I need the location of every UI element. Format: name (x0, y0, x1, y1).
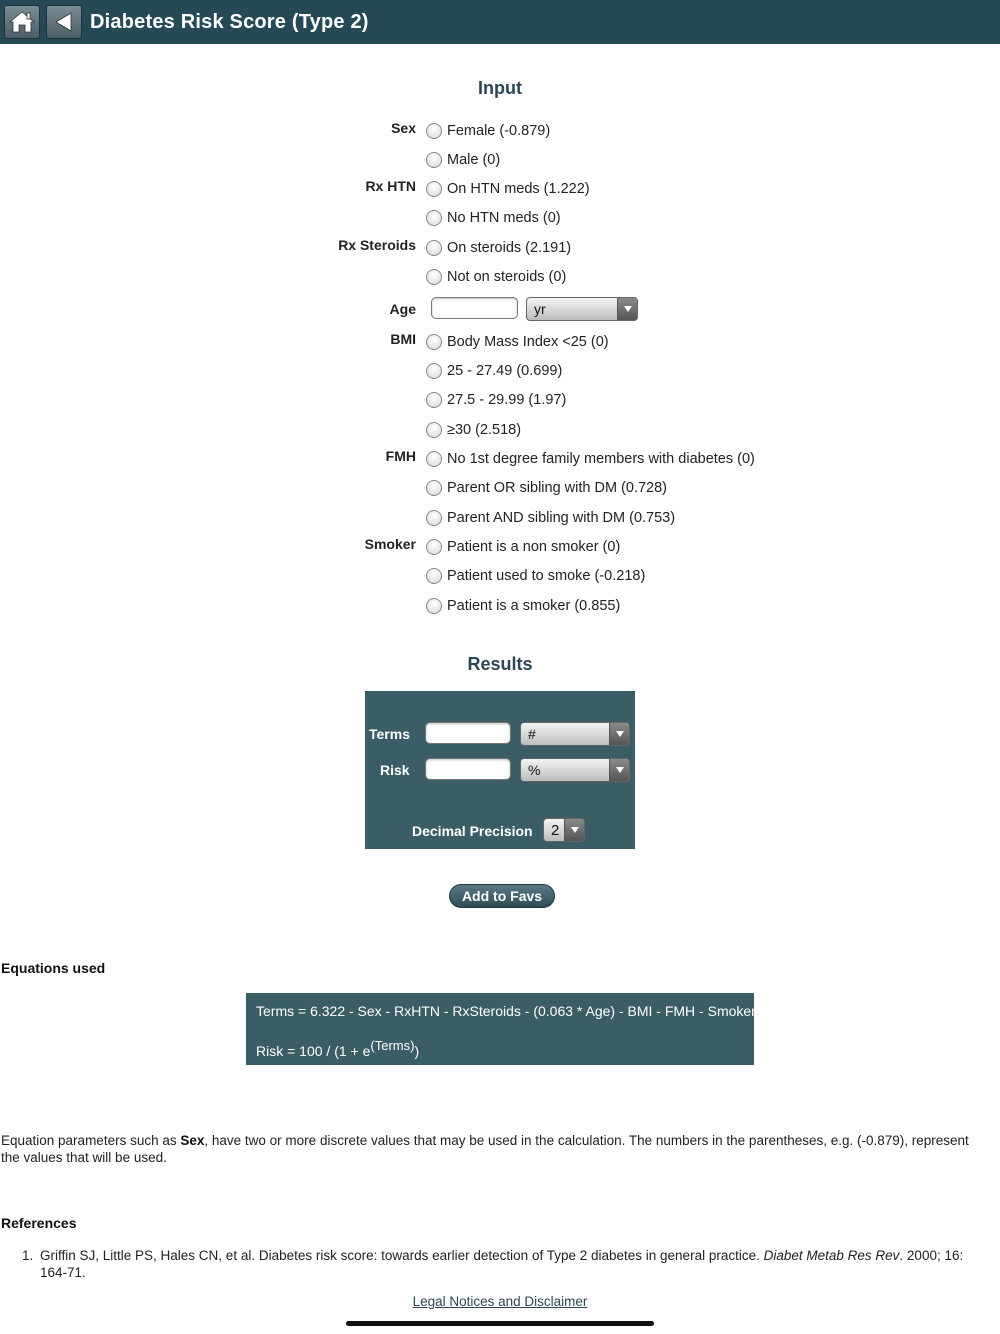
radio-icon[interactable] (426, 539, 442, 555)
home-button[interactable] (4, 5, 40, 39)
risk-output[interactable] (425, 758, 511, 780)
home-indicator-bar (346, 1321, 654, 1326)
radio-icon[interactable] (426, 123, 442, 139)
fmh-option-parent-or-sibling[interactable]: Parent OR sibling with DM (0.728) (426, 478, 667, 498)
dropdown-arrow-icon (609, 723, 629, 745)
equations-heading: Equations used (1, 960, 106, 976)
fmh-option-parent-and-sibling[interactable]: Parent AND sibling with DM (0.753) (426, 508, 675, 528)
terms-label: Terms (369, 726, 410, 742)
radio-icon[interactable] (426, 510, 442, 526)
radio-icon[interactable] (426, 480, 442, 496)
risk-unit-select[interactable]: % (520, 758, 630, 782)
age-label: Age (389, 301, 416, 317)
rx-steroids-option-not[interactable]: Not on steroids (0) (426, 267, 566, 287)
sex-option-female[interactable]: Female (-0.879) (426, 121, 550, 141)
app-header (0, 0, 1000, 44)
references-heading: References (1, 1215, 77, 1231)
dropdown-arrow-icon (617, 298, 637, 320)
radio-icon[interactable] (426, 568, 442, 584)
risk-equation: Risk = $100 / (1 + e^{(Terms)})$ (256, 1038, 420, 1059)
results-panel (365, 691, 635, 849)
bmi-option-30-plus[interactable]: ≥30 (2.518) (426, 420, 521, 440)
legal-notices-link[interactable]: Legal Notices and Disclaimer (412, 1294, 588, 1309)
smoker-label: Smoker (364, 536, 416, 552)
add-to-favs-button[interactable]: Add to Favs (449, 884, 555, 908)
rx-steroids-label: Rx Steroids (338, 237, 416, 253)
sex-option-male[interactable]: Male (0) (426, 150, 500, 170)
equation-note: Equation parameters such as Sex, have two or more discrete values that may be used in the calculation. The numbers in the parentheses, e.g. (-0.879), represent the values that will be used. (1, 1133, 969, 1165)
rx-htn-option-on[interactable]: On HTN meds (1.222) (426, 179, 590, 199)
page-title: Diabetes Risk Score (Type 2) (90, 10, 369, 33)
bmi-label: BMI (390, 331, 416, 347)
terms-equation: Terms = 6.322 - Sex - RxHTN - RxSteroids - (0.063 * Age) - BMI - FMH - Smoker (256, 1003, 756, 1019)
radio-icon[interactable] (426, 334, 442, 350)
results-section-title: Results (467, 654, 533, 674)
radio-icon[interactable] (426, 598, 442, 614)
decimal-precision-label: Decimal Precision (412, 823, 533, 839)
terms-unit-select[interactable]: # (520, 722, 630, 746)
radio-icon[interactable] (426, 152, 442, 168)
radio-icon[interactable] (426, 422, 442, 438)
risk-label: Risk (380, 762, 410, 778)
age-unit-select[interactable]: yr (526, 297, 638, 321)
dropdown-arrow-icon (564, 819, 584, 841)
age-input[interactable] (431, 297, 518, 319)
rx-htn-option-no[interactable]: No HTN meds (0) (426, 208, 561, 228)
smoker-option-non[interactable]: Patient is a non smoker (0) (426, 537, 620, 557)
bmi-option-under-25[interactable]: Body Mass Index <25 (0) (426, 332, 609, 352)
radio-icon[interactable] (426, 181, 442, 197)
radio-icon[interactable] (426, 269, 442, 285)
back-button[interactable] (46, 5, 82, 39)
rx-htn-label: Rx HTN (365, 178, 416, 194)
radio-icon[interactable] (426, 363, 442, 379)
radio-icon[interactable] (426, 210, 442, 226)
smoker-option-former[interactable]: Patient used to smoke (-0.218) (426, 566, 645, 586)
radio-icon[interactable] (426, 392, 442, 408)
fmh-option-none[interactable]: No 1st degree family members with diabetes (0) (426, 449, 755, 469)
back-arrow-icon (53, 11, 75, 33)
radio-icon[interactable] (426, 240, 442, 256)
smoker-option-current[interactable]: Patient is a smoker (0.855) (426, 596, 620, 616)
input-section-title: Input (478, 78, 522, 98)
home-icon (9, 10, 35, 34)
dropdown-arrow-icon (609, 759, 629, 781)
bmi-option-27-29[interactable]: 27.5 - 29.99 (1.97) (426, 390, 566, 410)
fmh-label: FMH (385, 448, 416, 464)
terms-output[interactable] (425, 722, 511, 744)
reference-item: 1. Griffin SJ, Little PS, Hales CN, et al. Diabetes risk score: towards earlier detection of Type 2 diabetes in general practice. Diabet Metab Res Rev. 2000; 16: 164-71. (22, 1248, 964, 1280)
bmi-option-25-27[interactable]: 25 - 27.49 (0.699) (426, 361, 562, 381)
equations-box (246, 993, 754, 1065)
rx-steroids-option-on[interactable]: On steroids (2.191) (426, 238, 571, 258)
radio-icon[interactable] (426, 451, 442, 467)
sex-label: Sex (391, 120, 416, 136)
decimal-precision-select[interactable]: 2 (543, 818, 585, 842)
